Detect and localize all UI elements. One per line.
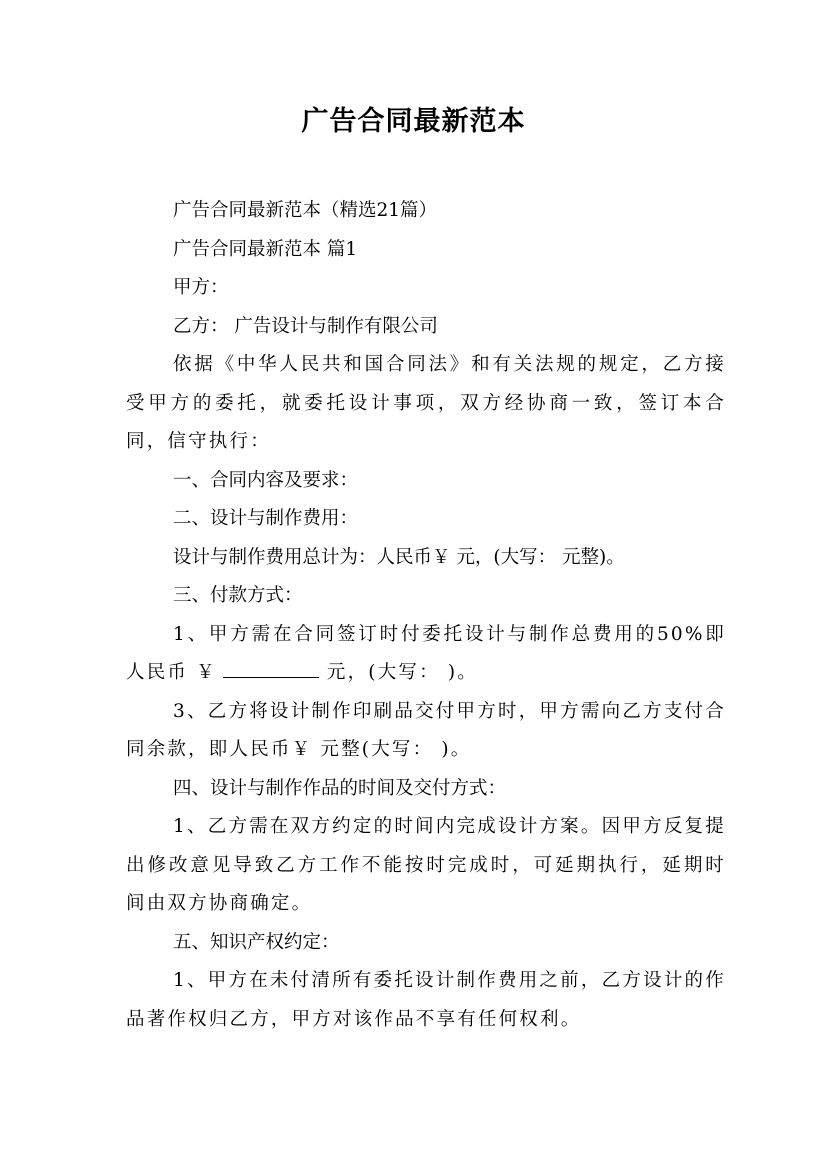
document-title: 广告合同最新范本 <box>301 106 526 137</box>
paragraph-section-heading: 广告合同最新范本 篇1 <box>173 238 358 260</box>
paragraph-delivery-1: 1、乙方需在双方约定的时间内完成设计方案。因甲方反复提出修改意见导致乙方工作不能按时完成时，可延期执行，延期时间由双方协商确定。 <box>126 816 726 914</box>
paragraph-payment-1 <box>126 616 726 693</box>
paragraph-party-a: 甲方： <box>173 277 229 298</box>
paragraph-clause-5: 五、知识产权约定： <box>173 931 340 953</box>
amount-blank <box>223 659 319 678</box>
paragraph-payment-3: 3、乙方将设计制作印刷品交付甲方时，甲方需向乙方支付合同余款，即人民币￥ 元整(大写： )。 <box>126 700 726 760</box>
paragraph-subtitle: 广告合同最新范本（精选21篇） <box>173 200 438 221</box>
paragraph-preamble: 依据《中华人民共和国合同法》和有关法规的规定，乙方接受甲方的委托，就委托设计事项，双方经协商一致，签订本合同，信守执行： <box>126 354 726 452</box>
paragraph-clause-3: 三、付款方式： <box>173 585 303 606</box>
paragraph-clause-4: 四、设计与制作作品的时间及交付方式： <box>173 777 507 799</box>
payment-1-tail: 元，(大写： )。 <box>326 662 479 683</box>
document-body <box>126 192 726 1039</box>
payment-1-text: 1、甲方需在合同签订时付委托设计与制作总费用的50%即人民币 ￥ <box>126 623 726 683</box>
paragraph-clause-2: 二、设计与制作费用： <box>173 508 359 529</box>
paragraph-total-fee: 设计与制作费用总计为：人民币￥ 元，(大写： 元整)。 <box>173 546 625 568</box>
paragraph-ip-1: 1、甲方在未付清所有委托设计制作费用之前，乙方设计的作品著作权归乙方，甲方对该作品不享有任何权利。 <box>126 970 726 1030</box>
paragraph-party-b: 乙方： 广告设计与制作有限公司 <box>173 315 438 337</box>
paragraph-clause-1: 一、合同内容及要求： <box>173 469 359 491</box>
